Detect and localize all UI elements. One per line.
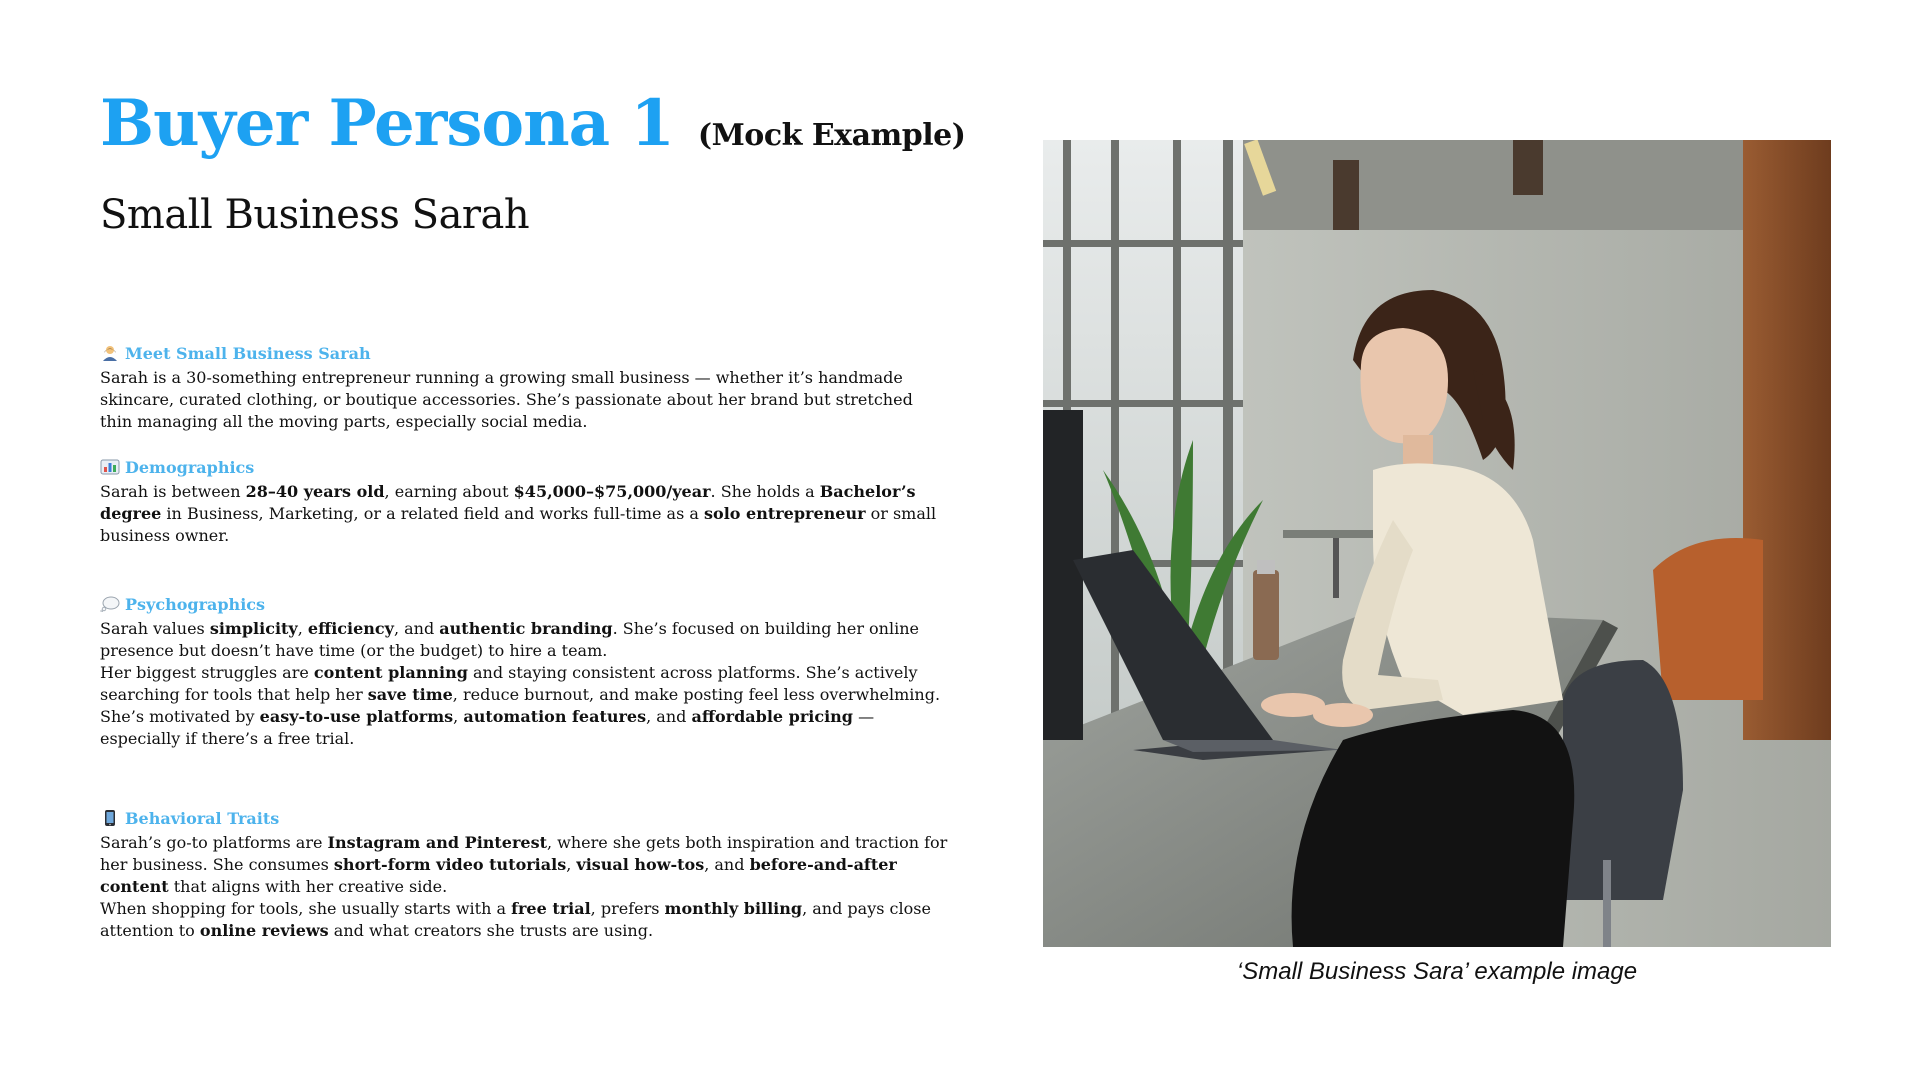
person-icon — [100, 345, 120, 361]
text-run: , where she gets both inspiration and traction for her business. She consumes — [100, 833, 948, 874]
mobile-phone-icon — [100, 810, 120, 826]
text-run: , earning about — [384, 482, 514, 501]
bold-text: before-and-after content — [100, 855, 897, 896]
text-run: Her biggest struggles are — [100, 663, 314, 682]
section-heading — [100, 457, 950, 479]
text-run: and what creators she trusts are using. — [328, 921, 654, 940]
section-body — [100, 367, 950, 433]
image-caption: ‘Small Business Sara’ example image — [1236, 958, 1638, 985]
section-paragraph — [100, 832, 950, 898]
section-behavioral — [100, 808, 950, 942]
bold-text: free trial — [511, 899, 591, 918]
section-demographics — [100, 457, 950, 547]
section-heading — [100, 808, 950, 830]
section-heading — [100, 594, 950, 616]
bold-text: visual how-tos — [576, 855, 705, 874]
text-run: , reduce burnout, and make posting feel less overwhelming. — [452, 685, 941, 704]
text-run: — especially if there’s a free trial. — [100, 707, 875, 748]
text-run: , — [453, 707, 464, 726]
section-heading-label: Meet Small Business Sarah — [125, 344, 371, 363]
section-heading-label: Psychographics — [125, 595, 266, 614]
text-run: Sarah values — [100, 619, 210, 638]
text-run: in Business, Marketing, or a related field and works full-time as a — [161, 504, 705, 523]
section-heading — [100, 343, 950, 365]
bold-text: Bachelor’s degree — [100, 482, 916, 523]
section-paragraph — [100, 706, 950, 750]
section-body — [100, 618, 950, 750]
text-run: , — [566, 855, 577, 874]
title-row — [100, 86, 966, 161]
text-run: , and — [393, 619, 440, 638]
bold-text: monthly billing — [664, 899, 803, 918]
bold-text: efficiency — [307, 619, 394, 638]
text-run: , and pays close attention to — [100, 899, 931, 940]
text-run: , and — [704, 855, 750, 874]
section-paragraph — [100, 481, 950, 547]
section-meet — [100, 343, 950, 433]
section-psychographics — [100, 594, 950, 750]
persona-name: Small Business Sarah — [100, 192, 530, 238]
bold-text: 28–40 years old — [245, 482, 385, 501]
text-run: . She’s focused on building her online presence but doesn’t have time (or the budget) to hire a team. — [100, 619, 919, 660]
section-body — [100, 832, 950, 942]
section-paragraph — [100, 618, 950, 662]
section-paragraph — [100, 662, 950, 706]
text-run: , — [297, 619, 308, 638]
section-body — [100, 481, 950, 547]
bold-text: content planning — [313, 663, 468, 682]
bold-text: automation features — [463, 707, 647, 726]
text-run: Sarah is a 30-something entrepreneur running a growing small business — whether it’s handmade skincare, curated clothing, or boutique accessories. She’s passionate about her brand but stretched thin managing all the moving parts, especially social media. — [100, 368, 913, 431]
bold-text: affordable pricing — [691, 707, 853, 726]
text-run: , and — [646, 707, 692, 726]
text-run: and staying consistent across platforms. She’s actively searching for tools that help her — [100, 663, 918, 704]
bold-text: solo entrepreneur — [704, 504, 866, 523]
text-run: Sarah’s go-to platforms are — [100, 833, 328, 852]
text-run: that aligns with her creative side. — [168, 877, 448, 896]
bold-text: save time — [367, 685, 453, 704]
bold-text: Instagram and Pinterest — [327, 833, 547, 852]
bold-text: short-form video tutorials — [333, 855, 567, 874]
bar-chart-icon — [100, 459, 120, 475]
bold-text: authentic branding — [439, 619, 613, 638]
page-title: Buyer Persona 1 — [100, 86, 674, 161]
bold-text: simplicity — [209, 619, 298, 638]
bold-text: $45,000–$75,000/year — [513, 482, 711, 501]
photo-illustration — [1043, 140, 1831, 947]
text-run: When shopping for tools, she usually starts with a — [100, 899, 512, 918]
persona-photo — [1043, 140, 1831, 947]
text-run: , prefers — [590, 899, 665, 918]
text-run: Sarah is between — [100, 482, 246, 501]
bold-text: easy-to-use platforms — [259, 707, 454, 726]
section-heading-label: Demographics — [125, 458, 255, 477]
section-paragraph — [100, 367, 950, 433]
title-suffix: (Mock Example) — [697, 118, 966, 153]
text-run: She’s motivated by — [100, 707, 260, 726]
bold-text: online reviews — [199, 921, 329, 940]
section-paragraph — [100, 898, 950, 942]
thought-bubble-icon — [100, 596, 120, 612]
text-run: . She holds a — [710, 482, 820, 501]
text-run: or small business owner. — [100, 504, 937, 545]
section-heading-label: Behavioral Traits — [125, 809, 280, 828]
